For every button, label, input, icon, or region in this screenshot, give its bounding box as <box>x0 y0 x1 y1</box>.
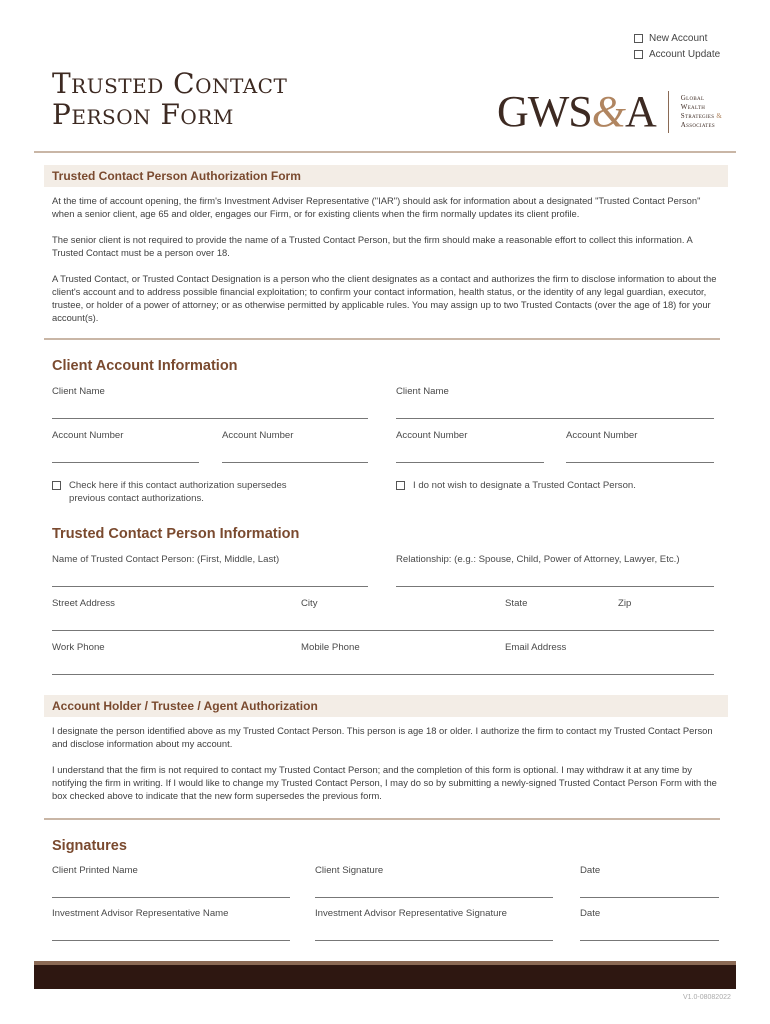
work-phone-label: Work Phone <box>52 642 105 653</box>
title-line-2: Person Form <box>52 98 234 131</box>
mobile-phone-label: Mobile Phone <box>301 642 360 653</box>
logo-divider <box>668 91 669 133</box>
page-title <box>52 68 287 130</box>
company-logo <box>497 87 723 136</box>
supersede-checkbox[interactable] <box>52 481 61 490</box>
street-address-label: Street Address <box>52 598 115 609</box>
client-name-field-1[interactable] <box>52 418 368 419</box>
new-account-option[interactable] <box>634 33 707 44</box>
authorization-para-2: The senior client is not required to provide the name of a Trusted Contact Person, but the firm should make a reasonable effort to collect this information. A Trusted Contact must be a person over 18. <box>52 234 693 258</box>
agent-authorization-heading: Account Holder / Trustee / Agent Authorization <box>44 695 728 717</box>
section-divider-1 <box>44 338 720 340</box>
client-printed-name-field[interactable] <box>52 897 290 898</box>
iar-name-field[interactable] <box>52 940 290 941</box>
client-name-field-2[interactable] <box>396 418 714 419</box>
trusted-contact-heading: Trusted Contact Person Information <box>52 526 300 542</box>
account-update-label: Account Update <box>649 49 721 60</box>
authorization-para-3: A Trusted Contact, or Trusted Contact Designation is a person who the client designates as a contact and authorizes the firm to disclose information to about the client's account and to address possible financial exploitation; to confirm your contact information, health status, or the identity of any legal guardian, executor, trustee, or holder of a power of attorney; or as otherwise permitted by applicable rules. You may assign up to two Trusted Contacts (over the age of 18) for your account(s). <box>52 273 717 323</box>
client-signature-field[interactable] <box>315 897 553 898</box>
account-number-field-3[interactable] <box>396 462 544 463</box>
iar-name-label: Investment Advisor Representative Name <box>52 908 229 919</box>
contact-name-field[interactable] <box>52 586 368 587</box>
relationship-label: Relationship: (e.g.: Spouse, Child, Power of Attorney, Lawyer, Etc.) <box>396 554 680 565</box>
no-designate-checkbox[interactable] <box>396 481 405 490</box>
no-designate-label: I do not wish to designate a Trusted Contact Person. <box>413 480 636 491</box>
iar-date-label: Date <box>580 908 601 919</box>
account-number-field-2[interactable] <box>222 462 368 463</box>
client-date-field[interactable] <box>580 897 719 898</box>
zip-label: Zip <box>618 598 632 609</box>
city-label: City <box>301 598 318 609</box>
client-name-label-2: Client Name <box>396 386 449 397</box>
logo-wordmark: GWS&A <box>497 87 656 136</box>
agent-authorization-para-2: I understand that the firm is not required to contact my Trusted Contact Person; and the completion of this form is optional. I may withdraw it at any time by notifying the firm in writing. If I would like to change my Trusted Contact Person, I may do so by submitting a newly-signed Trusted Contact Person Form with the box checked above to indicate that the new form supersedes the previous form. <box>52 764 717 801</box>
account-number-field-4[interactable] <box>566 462 714 463</box>
client-date-label: Date <box>580 865 601 876</box>
iar-signature-field[interactable] <box>315 940 553 941</box>
account-number-label-3: Account Number <box>396 430 468 441</box>
supersede-option[interactable] <box>52 480 287 505</box>
footer-bar <box>34 965 736 989</box>
relationship-field[interactable] <box>396 586 714 587</box>
header-divider <box>34 151 736 153</box>
new-account-label: New Account <box>649 33 708 44</box>
signatures-heading: Signatures <box>52 838 127 854</box>
supersede-label: Check here if this contact authorization supersedes previous contact authorizations. <box>69 480 287 504</box>
section-divider-2 <box>44 818 720 820</box>
email-label: Email Address <box>505 642 567 653</box>
authorization-heading: Trusted Contact Person Authorization Form <box>44 165 728 187</box>
agent-authorization-para-1: I designate the person identified above as my Trusted Contact Person. This person is age 18 or older. I authorize the firm to contact my Trusted Contact Person and disclose information about my account. <box>52 725 713 749</box>
account-number-label-2: Account Number <box>222 430 294 441</box>
authorization-para-1: At the time of account opening, the firm's Investment Adviser Representative ("IAR") should ask for information about a designated "Trusted Contact Person" when a senior client, age 65 and older, engages our Firm, or for existing clients when the firm normally updates its client profile. <box>52 195 701 219</box>
account-number-label-1: Account Number <box>52 430 124 441</box>
phone-email-field[interactable] <box>52 674 714 675</box>
account-number-label-4: Account Number <box>566 430 638 441</box>
account-number-field-1[interactable] <box>52 462 199 463</box>
new-account-checkbox[interactable] <box>634 34 643 43</box>
version-label: V1.0-08082022 <box>683 994 731 1001</box>
account-update-checkbox[interactable] <box>634 50 643 59</box>
iar-signature-label: Investment Advisor Representative Signature <box>315 908 507 919</box>
client-signature-label: Client Signature <box>315 865 384 876</box>
account-update-option[interactable] <box>634 49 720 60</box>
client-name-label-1: Client Name <box>52 386 105 397</box>
client-printed-name-label: Client Printed Name <box>52 865 138 876</box>
address-field[interactable] <box>52 630 714 631</box>
iar-date-field[interactable] <box>580 940 719 941</box>
title-line-1: Trusted Contact <box>52 67 288 100</box>
state-label: State <box>505 598 528 609</box>
logo-subtitle: Global Wealth Strategies & Associates <box>680 94 723 129</box>
contact-name-label: Name of Trusted Contact Person: (First, Middle, Last) <box>52 554 280 565</box>
client-account-heading: Client Account Information <box>52 358 238 374</box>
no-designate-option[interactable] <box>396 480 636 493</box>
